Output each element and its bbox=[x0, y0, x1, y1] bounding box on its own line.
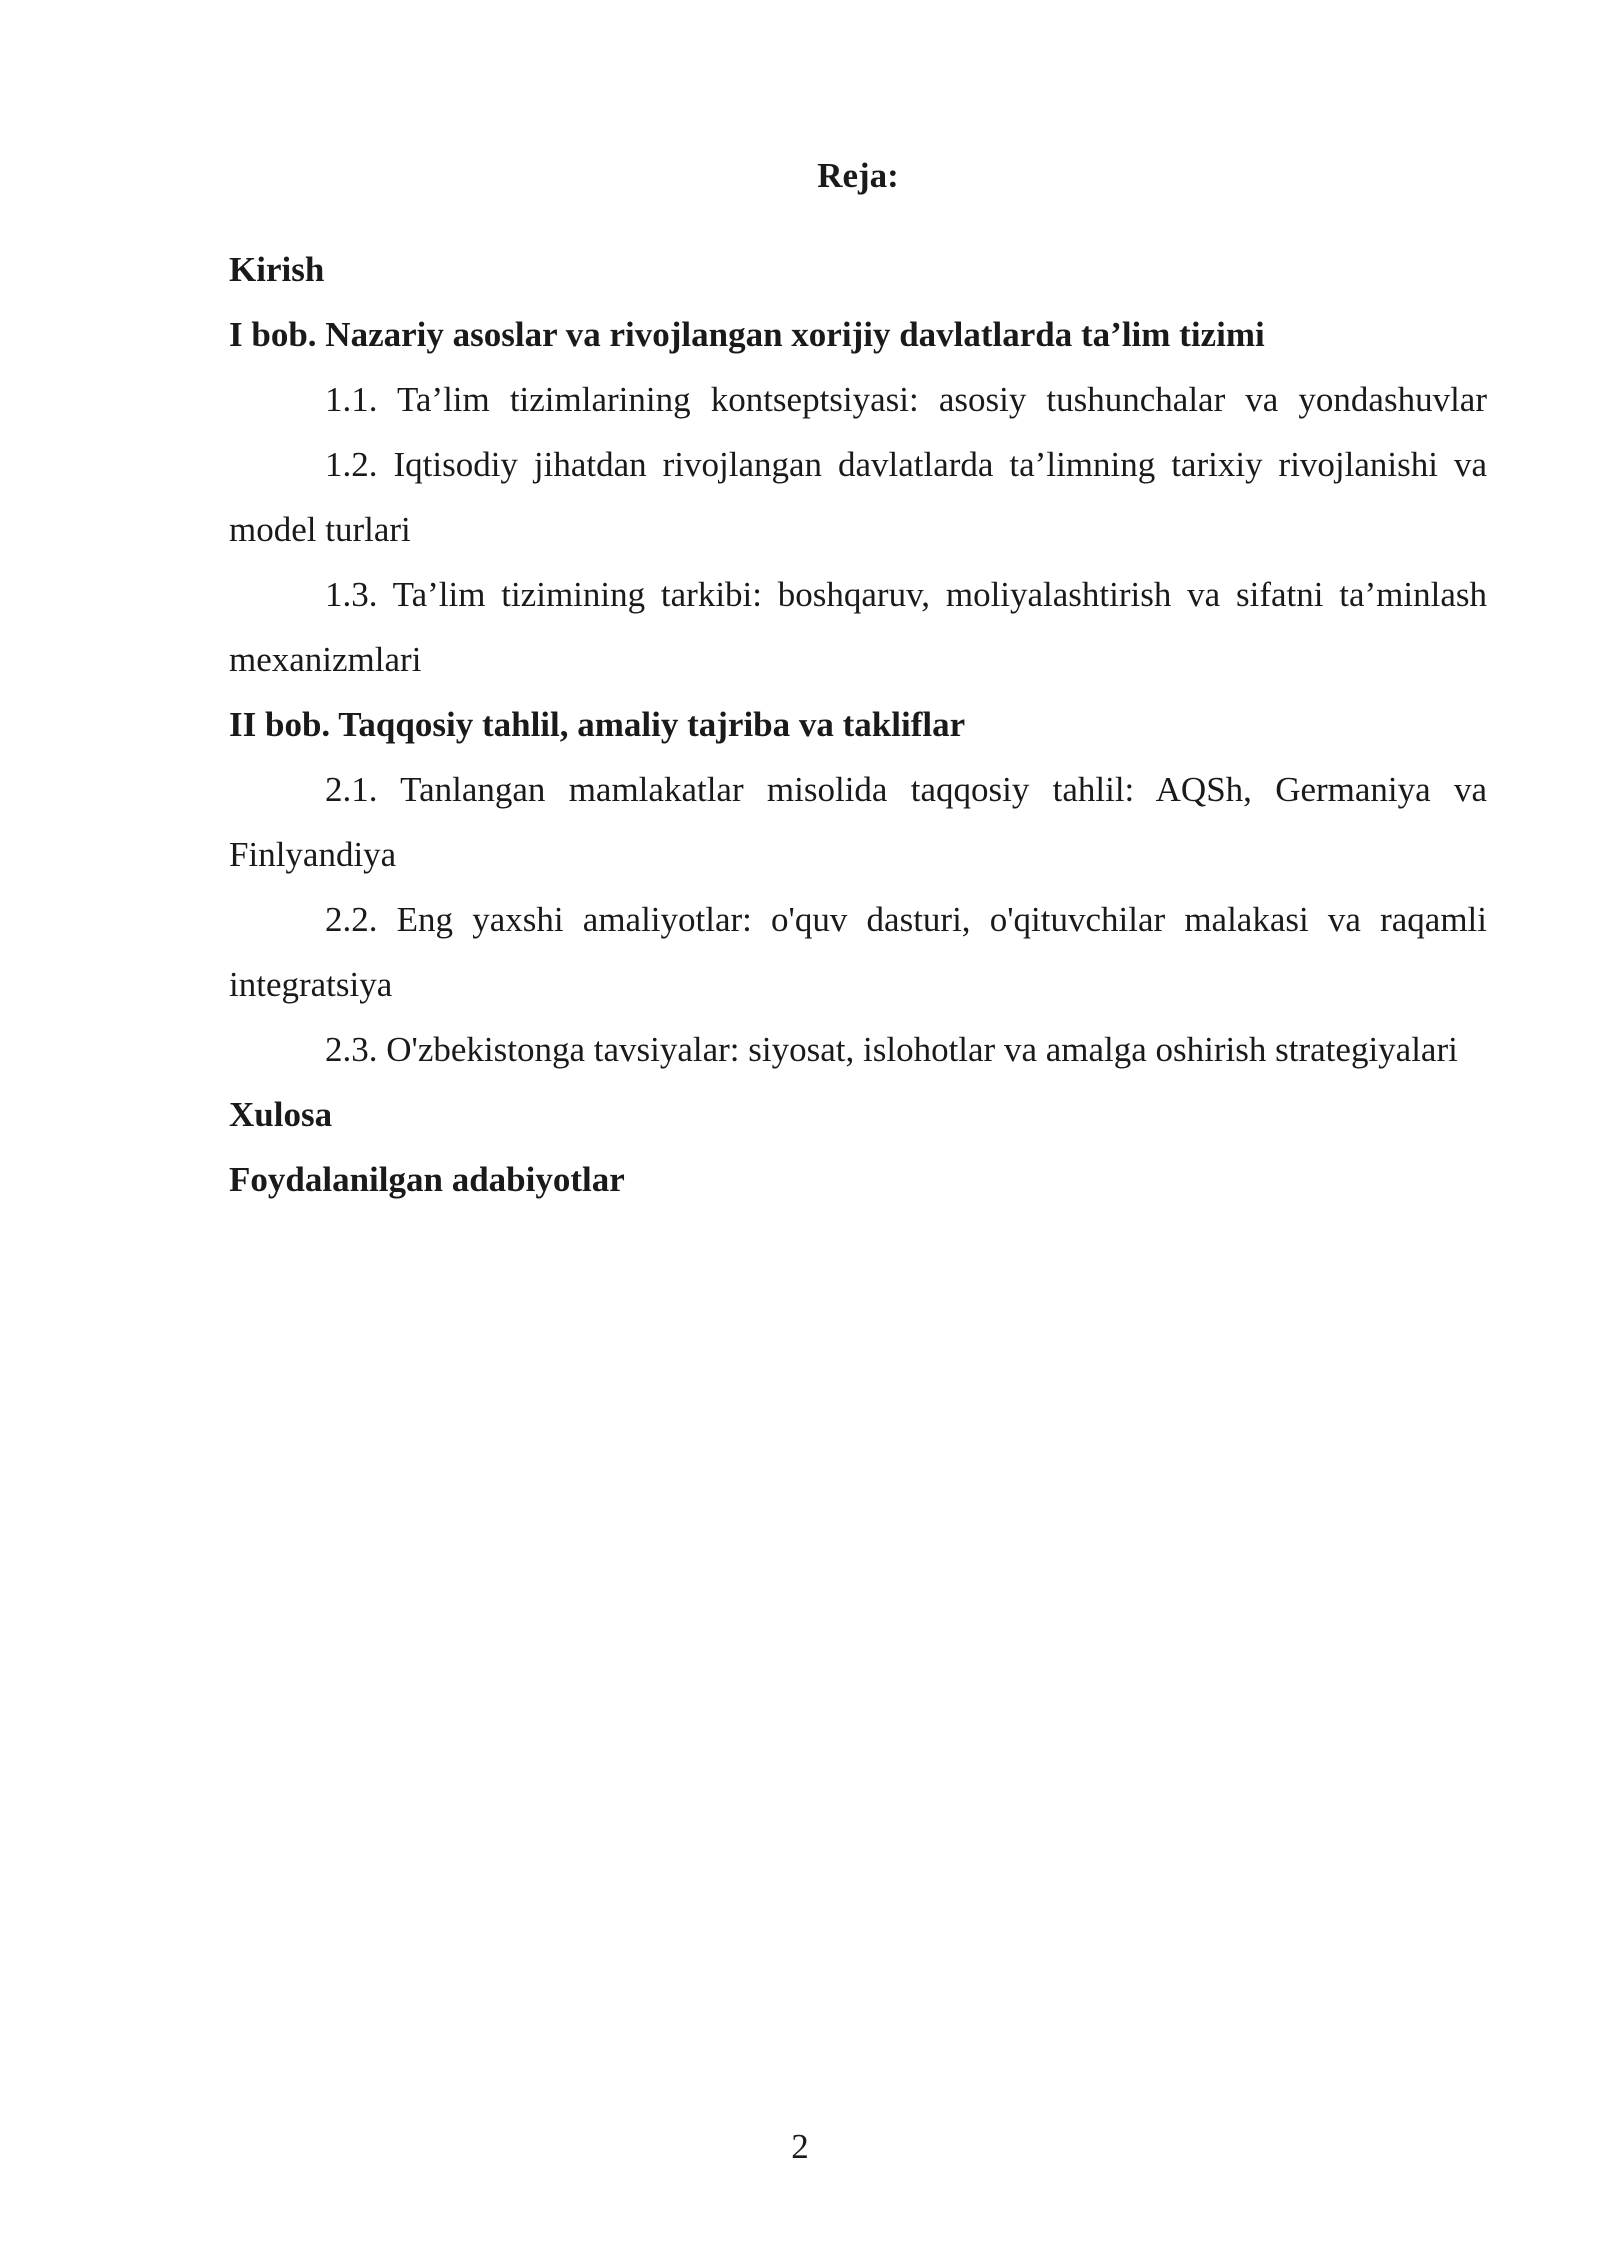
toc-item-1-1: 1.1. Ta’lim tizimlarining kontseptsiyasi: asosiy tushunchalar va yondashuvlar bbox=[325, 380, 1487, 419]
toc-conclusion: Xulosa bbox=[229, 1095, 333, 1134]
toc-references: Foydalanilgan adabiyotlar bbox=[229, 1160, 625, 1199]
page-number: 2 bbox=[791, 2127, 809, 2166]
toc-item-2-2: 2.2. Eng yaxshi amaliyotlar: o'quv dasturi, o'qituvchilar malakasi va raqamli integratsiya bbox=[229, 900, 1487, 1004]
chapter-2-heading: II bob. Taqqosiy tahlil, amaliy tajriba va takliflar bbox=[229, 705, 966, 744]
chapter-1-heading: I bob. Nazariy asoslar va rivojlangan xorijiy davlatlarda ta’lim tizimi bbox=[229, 315, 1265, 354]
table-of-contents bbox=[229, 147, 1487, 1212]
page-title: Reja: bbox=[817, 156, 899, 195]
toc-item-2-3: 2.3. O'zbekistonga tavsiyalar: siyosat, islohotlar va amalga oshirish strategiyalari bbox=[325, 1030, 1458, 1069]
toc-item-2-1: 2.1. Tanlangan mamlakatlar misolida taqqosiy tahlil: AQSh, Germaniya va Finlyandiya bbox=[229, 770, 1487, 874]
toc-item-1-3: 1.3. Ta’lim tizimining tarkibi: boshqaruv, moliyalashtirish va sifatni ta’minlash mexanizmlari bbox=[229, 575, 1487, 679]
toc-intro: Kirish bbox=[229, 250, 325, 289]
toc-item-1-2: 1.2. Iqtisodiy jihatdan rivojlangan davlatlarda ta’limning tarixiy rivojlanishi va model turlari bbox=[229, 445, 1487, 549]
